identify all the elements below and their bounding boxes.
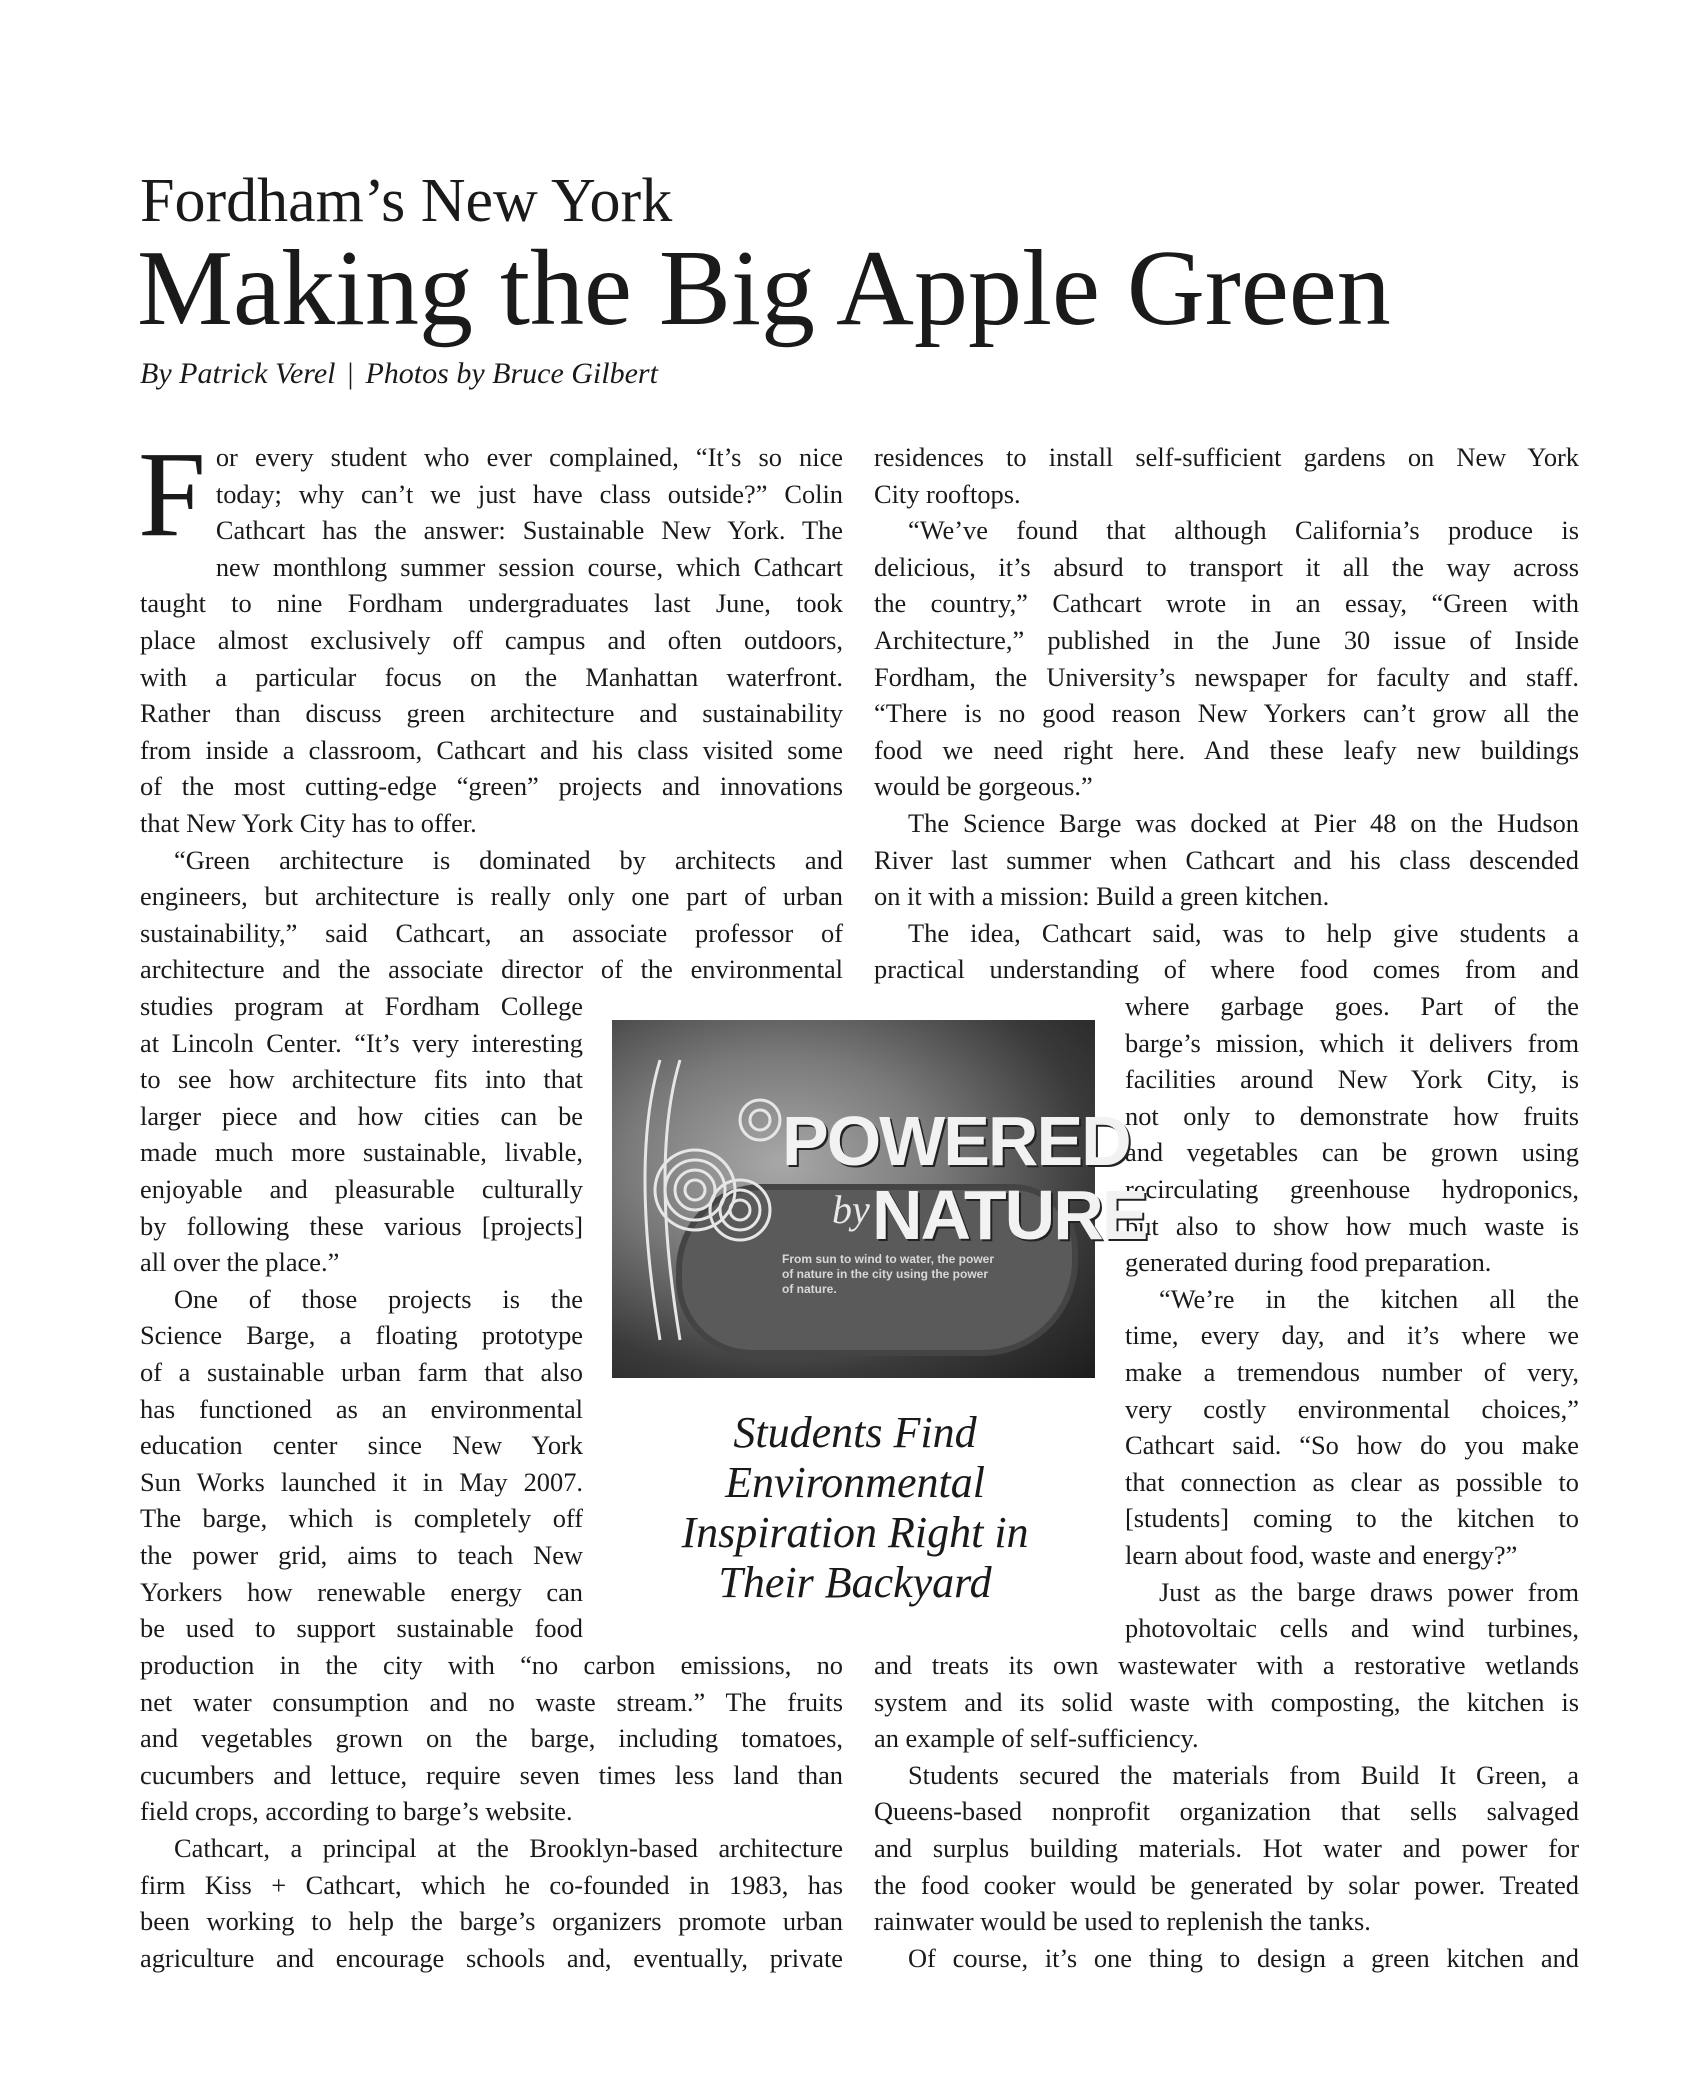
text-line: time, every day, and it’s where we xyxy=(1125,1320,1579,1351)
text-line: Architecture,” published in the June 30 issue of Inside xyxy=(874,624,1579,655)
text-line: an example of self-sufficiency. xyxy=(874,1723,1199,1754)
text-line: the food cooker would be generated by solar power. Treated xyxy=(874,1869,1579,1900)
text-line: recirculating greenhouse hydroponics, xyxy=(1125,1173,1579,1204)
dropcap-line: today; why can’t we just have class outside?” Colin xyxy=(215,478,843,509)
text-line: be used to support sustainable food xyxy=(140,1613,583,1644)
text-line: with a particular focus on the Manhattan waterfront. xyxy=(140,661,843,692)
text-line: generated during food preparation. xyxy=(1125,1247,1492,1278)
poster-headline-powered: POWERED xyxy=(782,1102,1130,1180)
text-line: been working to help the barge’s organizers promote urban xyxy=(140,1906,843,1937)
text-line: learn about food, waste and energy?” xyxy=(1125,1539,1518,1570)
text-line: larger piece and how cities can be xyxy=(140,1100,583,1131)
right-column-top xyxy=(874,439,1579,988)
text-line: production in the city with “no carbon emissions, no xyxy=(140,1650,843,1680)
text-line: firm Kiss + Cathcart, which he co-founded in 1983, has xyxy=(140,1869,843,1900)
left-column-top xyxy=(138,427,843,988)
text-line: Science Barge, a floating prototype xyxy=(140,1320,583,1351)
dropcap-block xyxy=(138,427,843,562)
text-line: of a sustainable urban farm that also xyxy=(140,1356,583,1387)
text-line: Yorkers how renewable energy can xyxy=(140,1576,583,1607)
section-kicker: Fordham’s New York xyxy=(140,167,673,235)
text-line: that connection as clear as possible to xyxy=(1125,1466,1579,1497)
article-title: Making the Big Apple Green xyxy=(137,229,1391,348)
text-line: education center since New York xyxy=(140,1430,583,1461)
byline xyxy=(140,357,658,391)
text-line: and vegetables grown on the barge, including tomatoes, xyxy=(140,1723,843,1754)
text-line: would be gorgeous.” xyxy=(874,771,1093,802)
text-line: photovoltaic cells and wind turbines, xyxy=(1125,1613,1579,1644)
text-line: architecture and the associate director of the environmental xyxy=(140,954,843,985)
text-line: net water consumption and no waste stream.” The fruits xyxy=(140,1686,843,1717)
poster-tagline: From sun to wind to water, the power of nature in the city using the power of nature. xyxy=(782,1252,995,1296)
powered-by-nature-photo xyxy=(612,1020,1147,1378)
pull-quote xyxy=(630,1408,1080,1608)
text-line: “We’re in the kitchen all the xyxy=(1159,1283,1579,1314)
text-line: taught to nine Fordham undergraduates last June, took xyxy=(140,588,843,619)
left-column-narrow xyxy=(140,988,583,1647)
text-line: The barge, which is completely off xyxy=(140,1503,583,1534)
text-line: to see how architecture fits into that xyxy=(140,1064,583,1095)
text-line: and surplus building materials. Hot water and power for xyxy=(874,1832,1579,1863)
text-line: [students] coming to the kitchen to xyxy=(1125,1503,1579,1534)
text-line: and vegetables can be grown using xyxy=(1125,1137,1579,1168)
text-line: agriculture and encourage schools and, eventually, private xyxy=(140,1942,843,1973)
text-line: not only to demonstrate how fruits xyxy=(1125,1100,1579,1131)
text-line: Cathcart, a principal at the Brooklyn-based architecture xyxy=(174,1832,843,1863)
poster-headline-by: by xyxy=(832,1187,870,1232)
text-line: system and its solid waste with composting, the kitchen is xyxy=(874,1686,1579,1717)
text-line: The idea, Cathcart said, was to help give students a xyxy=(908,917,1579,948)
text-line: new monthlong summer session course, which Cathcart xyxy=(215,551,843,582)
text-line: rainwater would be used to replenish the tanks. xyxy=(874,1906,1371,1937)
text-line: where garbage goes. Part of the xyxy=(1125,991,1579,1021)
text-line: practical understanding of where food comes from and xyxy=(874,954,1579,985)
text-line: Fordham, the University’s newspaper for faculty and staff. xyxy=(874,661,1579,692)
pull-quote-line: Inspiration Right in xyxy=(681,1508,1029,1557)
dropcap-line: Cathcart has the answer: Sustainable New York. The xyxy=(215,515,843,546)
text-line: enjoyable and pleasurable culturally xyxy=(140,1173,583,1204)
text-line: has functioned as an environmental xyxy=(140,1393,583,1424)
text-line: that New York City has to offer. xyxy=(140,807,477,838)
text-line: Rather than discuss green architecture and sustainability xyxy=(140,698,843,729)
right-column-narrow xyxy=(1125,988,1579,1647)
text-line: One of those projects is the xyxy=(174,1283,583,1314)
text-line: The Science Barge was docked at Pier 48 on the Hudson xyxy=(908,807,1579,838)
text-line: but also to show how much waste is xyxy=(1125,1210,1579,1241)
text-line: Cathcart said. “So how do you make xyxy=(1125,1430,1579,1461)
byline-author: By Patrick Verel xyxy=(140,357,336,390)
dropcap-line: or every student who ever complained, “It’s so nice xyxy=(215,442,843,472)
text-line: the country,” Cathcart wrote in an essay, “Green with xyxy=(874,588,1579,619)
text-line: at Lincoln Center. “It’s very interesting xyxy=(140,1027,583,1058)
text-line: Of course, it’s one thing to design a green kitchen and xyxy=(908,1942,1579,1973)
text-line: “We’ve found that although California’s produce is xyxy=(908,515,1579,546)
text-line: field crops, according to barge’s website. xyxy=(140,1796,573,1827)
text-line: Queens-based nonprofit organization that sells salvaged xyxy=(874,1796,1579,1827)
text-line: by following these various [projects] xyxy=(140,1210,583,1241)
text-line: facilities around New York City, is xyxy=(1125,1064,1579,1095)
text-line: and treats its own wastewater with a restorative wetlands xyxy=(874,1650,1579,1680)
left-column-bottom xyxy=(140,1647,843,1976)
dropcap-letter: F xyxy=(138,427,206,562)
text-line: sustainability,” said Cathcart, an associate professor of xyxy=(140,917,843,948)
text-line: Students secured the materials from Build It Green, a xyxy=(908,1759,1579,1790)
text-line: cucumbers and lettuce, require seven times less land than xyxy=(140,1759,843,1790)
text-line: from inside a classroom, Cathcart and his class visited some xyxy=(140,734,843,765)
text-line: engineers, but architecture is really only one part of urban xyxy=(140,881,843,912)
byline-separator: | xyxy=(347,357,354,390)
text-line: barge’s mission, which it delivers from xyxy=(1125,1027,1579,1058)
text-line: very costly environmental choices,” xyxy=(1125,1393,1579,1424)
text-line: “There is no good reason New Yorkers can’t grow all the xyxy=(874,698,1579,729)
text-line: Sun Works launched it in May 2007. xyxy=(140,1466,583,1497)
text-line: place almost exclusively off campus and often outdoors, xyxy=(140,624,843,655)
text-line: studies program at Fordham College xyxy=(140,991,583,1021)
text-line: “Green architecture is dominated by architects and xyxy=(174,844,843,875)
pull-quote-line: Environmental xyxy=(725,1458,985,1507)
text-line: food we need right here. And these leafy new buildings xyxy=(874,734,1579,765)
text-line: City rooftops. xyxy=(874,478,1021,509)
text-line: of the most cutting-edge “green” projects and innovations xyxy=(140,771,843,802)
pull-quote-line: Students Find xyxy=(733,1408,977,1457)
poster-headline-nature: NATURE xyxy=(872,1176,1147,1254)
text-line: Just as the barge draws power from xyxy=(1159,1576,1579,1607)
text-line: the power grid, aims to teach New xyxy=(140,1539,583,1570)
byline-photographer: Photos by Bruce Gilbert xyxy=(365,357,658,390)
text-line: delicious, it’s absurd to transport it all the way across xyxy=(874,551,1579,582)
text-line: made much more sustainable, livable, xyxy=(140,1137,583,1168)
text-line: make a tremendous number of very, xyxy=(1125,1356,1579,1387)
spiral-icon xyxy=(620,1040,800,1340)
text-line: all over the place.” xyxy=(140,1247,340,1278)
text-line: River last summer when Cathcart and his class descended xyxy=(874,844,1579,875)
text-line: residences to install self-sufficient gardens on New York xyxy=(874,442,1579,472)
text-line: on it with a mission: Build a green kitchen. xyxy=(874,881,1330,912)
pull-quote-line: Their Backyard xyxy=(718,1558,992,1607)
right-column-bottom xyxy=(874,1647,1579,1976)
